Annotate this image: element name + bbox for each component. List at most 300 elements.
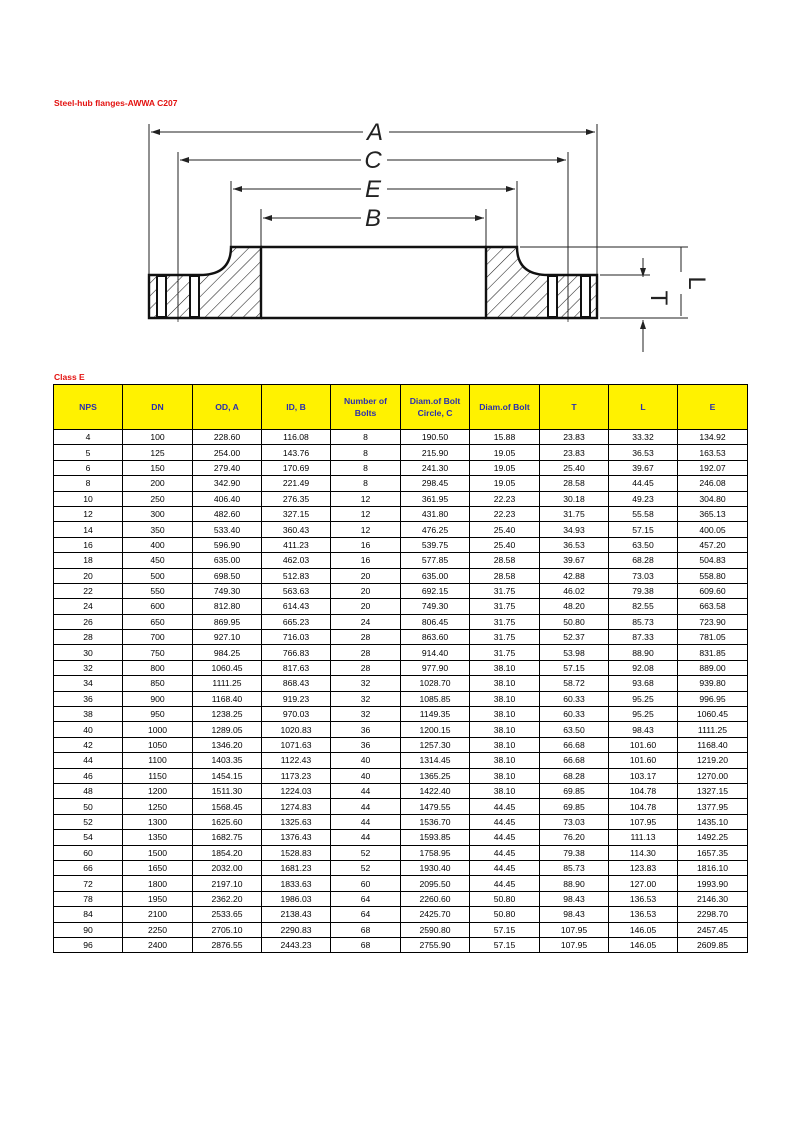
table-cell: 52 xyxy=(331,860,401,875)
table-cell: 54 xyxy=(54,830,123,845)
table-cell: 1435.10 xyxy=(678,814,748,829)
table-cell: 82.55 xyxy=(609,599,678,614)
table-cell: 22 xyxy=(54,583,123,598)
table-cell: 57.15 xyxy=(470,937,540,952)
table-cell: 365.13 xyxy=(678,506,748,521)
table-cell: 1150 xyxy=(123,768,193,783)
table-cell: 1500 xyxy=(123,845,193,860)
column-header: T xyxy=(540,385,609,430)
table-cell: 2362.20 xyxy=(193,891,262,906)
table-cell: 1100 xyxy=(123,753,193,768)
table-cell: 246.08 xyxy=(678,476,748,491)
table-cell: 57.15 xyxy=(609,522,678,537)
table-cell: 146.05 xyxy=(609,922,678,937)
column-header: ID, B xyxy=(262,385,331,430)
table-cell: 512.83 xyxy=(262,568,331,583)
table-cell: 20 xyxy=(54,568,123,583)
table-cell: 500 xyxy=(123,568,193,583)
table-cell: 939.80 xyxy=(678,676,748,691)
table-cell: 1568.45 xyxy=(193,799,262,814)
table-row xyxy=(54,614,748,629)
table-cell: 103.17 xyxy=(609,768,678,783)
table-cell: 66 xyxy=(54,860,123,875)
table-cell: 2755.90 xyxy=(401,937,470,952)
table-row xyxy=(54,445,748,460)
table-cell: 31.75 xyxy=(470,614,540,629)
table-cell: 2095.50 xyxy=(401,876,470,891)
table-cell: 50 xyxy=(54,799,123,814)
table-cell: 1050 xyxy=(123,737,193,752)
table-cell: 60 xyxy=(331,876,401,891)
table-cell: 58.72 xyxy=(540,676,609,691)
table-cell: 46 xyxy=(54,768,123,783)
page-title: Steel-hub flanges-AWWA C207 xyxy=(54,98,178,108)
table-cell: 28.58 xyxy=(470,568,540,583)
table-cell: 90 xyxy=(54,922,123,937)
table-cell: 1528.83 xyxy=(262,845,331,860)
column-header: E xyxy=(678,385,748,430)
table-cell: 361.95 xyxy=(401,491,470,506)
table-cell: 28 xyxy=(331,645,401,660)
table-cell: 50.80 xyxy=(540,614,609,629)
table-cell: 1800 xyxy=(123,876,193,891)
table-cell: 16 xyxy=(331,553,401,568)
table-cell: 36.53 xyxy=(609,445,678,460)
table-cell: 1422.40 xyxy=(401,783,470,798)
table-cell: 1376.43 xyxy=(262,830,331,845)
table-cell: 723.90 xyxy=(678,614,748,629)
table-cell: 2250 xyxy=(123,922,193,937)
table-cell: 900 xyxy=(123,691,193,706)
table-cell: 26 xyxy=(54,614,123,629)
table-cell: 44 xyxy=(54,753,123,768)
table-cell: 48 xyxy=(54,783,123,798)
table-cell: 12 xyxy=(54,506,123,521)
table-cell: 8 xyxy=(331,430,401,445)
table-row xyxy=(54,814,748,829)
label-e: E xyxy=(364,176,382,203)
table-row xyxy=(54,583,748,598)
label-t: T xyxy=(645,290,672,306)
table-cell: 93.68 xyxy=(609,676,678,691)
table-cell: 16 xyxy=(331,537,401,552)
table-cell: 482.60 xyxy=(193,506,262,521)
table-cell: 2290.83 xyxy=(262,922,331,937)
table-cell: 1346.20 xyxy=(193,737,262,752)
table-cell: 98.43 xyxy=(540,891,609,906)
table-cell: 127.00 xyxy=(609,876,678,891)
table-cell: 600 xyxy=(123,599,193,614)
table-cell: 33.32 xyxy=(609,430,678,445)
table-cell: 107.95 xyxy=(540,922,609,937)
table-cell: 663.58 xyxy=(678,599,748,614)
table-cell: 1650 xyxy=(123,860,193,875)
table-cell: 28 xyxy=(331,630,401,645)
table-cell: 327.15 xyxy=(262,506,331,521)
label-l: L xyxy=(683,276,710,290)
table-cell: 78 xyxy=(54,891,123,906)
table-row xyxy=(54,753,748,768)
table-cell: 300 xyxy=(123,506,193,521)
table-cell: 18 xyxy=(54,553,123,568)
table-cell: 63.50 xyxy=(609,537,678,552)
table-cell: 750 xyxy=(123,645,193,660)
table-row xyxy=(54,491,748,506)
table-cell: 88.90 xyxy=(540,876,609,891)
label-b: B xyxy=(364,205,382,232)
table-row xyxy=(54,722,748,737)
table-cell: 42 xyxy=(54,737,123,752)
table-cell: 95.25 xyxy=(609,691,678,706)
table-cell: 1060.45 xyxy=(193,660,262,675)
table-cell: 16 xyxy=(54,537,123,552)
table-cell: 136.53 xyxy=(609,907,678,922)
table-cell: 104.78 xyxy=(609,799,678,814)
table-cell: 69.85 xyxy=(540,783,609,798)
table-cell: 36 xyxy=(331,737,401,752)
table-cell: 1657.35 xyxy=(678,845,748,860)
table-cell: 2138.43 xyxy=(262,907,331,922)
table-cell: 111.13 xyxy=(609,830,678,845)
table-cell: 60 xyxy=(54,845,123,860)
table-cell: 163.53 xyxy=(678,445,748,460)
table-row xyxy=(54,845,748,860)
table-cell: 40 xyxy=(54,722,123,737)
table-header-row xyxy=(54,385,748,430)
table-cell: 1950 xyxy=(123,891,193,906)
table-row xyxy=(54,768,748,783)
table-cell: 88.90 xyxy=(609,645,678,660)
table-cell: 36 xyxy=(331,722,401,737)
table-cell: 25.40 xyxy=(470,537,540,552)
table-cell: 116.08 xyxy=(262,430,331,445)
table-cell: 22.23 xyxy=(470,506,540,521)
table-cell: 6 xyxy=(54,460,123,475)
table-cell: 46.02 xyxy=(540,583,609,598)
table-cell: 38.10 xyxy=(470,737,540,752)
table-cell: 68 xyxy=(331,937,401,952)
table-cell: 101.60 xyxy=(609,737,678,752)
table-cell: 107.95 xyxy=(540,937,609,952)
table-cell: 817.63 xyxy=(262,660,331,675)
table-cell: 32 xyxy=(331,691,401,706)
table-cell: 533.40 xyxy=(193,522,262,537)
table-cell: 2609.85 xyxy=(678,937,748,952)
label-c: C xyxy=(364,147,382,174)
table-cell: 400 xyxy=(123,537,193,552)
table-cell: 44.45 xyxy=(470,860,540,875)
table-cell: 98.43 xyxy=(609,722,678,737)
table-cell: 107.95 xyxy=(609,814,678,829)
table-cell: 52 xyxy=(331,845,401,860)
table-cell: 766.83 xyxy=(262,645,331,660)
table-cell: 1270.00 xyxy=(678,768,748,783)
table-cell: 100 xyxy=(123,430,193,445)
table-cell: 1377.95 xyxy=(678,799,748,814)
table-row xyxy=(54,676,748,691)
table-row xyxy=(54,430,748,445)
table-cell: 10 xyxy=(54,491,123,506)
table-cell: 20 xyxy=(331,568,401,583)
table-cell: 38.10 xyxy=(470,707,540,722)
table-cell: 1454.15 xyxy=(193,768,262,783)
table-cell: 87.33 xyxy=(609,630,678,645)
table-cell: 457.20 xyxy=(678,537,748,552)
table-cell: 2197.10 xyxy=(193,876,262,891)
table-cell: 38.10 xyxy=(470,722,540,737)
table-cell: 411.23 xyxy=(262,537,331,552)
table-cell: 831.85 xyxy=(678,645,748,660)
table-cell: 22.23 xyxy=(470,491,540,506)
table-cell: 38.10 xyxy=(470,660,540,675)
class-label: Class E xyxy=(54,372,85,382)
table-cell: 1219.20 xyxy=(678,753,748,768)
table-cell: 44 xyxy=(331,783,401,798)
table-cell: 1224.03 xyxy=(262,783,331,798)
table-cell: 8 xyxy=(54,476,123,491)
table-cell: 1479.55 xyxy=(401,799,470,814)
table-cell: 44.45 xyxy=(470,814,540,829)
table-cell: 1173.23 xyxy=(262,768,331,783)
table-cell: 558.80 xyxy=(678,568,748,583)
table-cell: 2100 xyxy=(123,907,193,922)
table-cell: 650 xyxy=(123,614,193,629)
table-cell: 95.25 xyxy=(609,707,678,722)
table-cell: 23.83 xyxy=(540,445,609,460)
table-cell: 1625.60 xyxy=(193,814,262,829)
table-cell: 1020.83 xyxy=(262,722,331,737)
table-cell: 38.10 xyxy=(470,768,540,783)
table-cell: 38.10 xyxy=(470,783,540,798)
table-cell: 1250 xyxy=(123,799,193,814)
table-cell: 596.90 xyxy=(193,537,262,552)
table-cell: 609.60 xyxy=(678,583,748,598)
table-cell: 170.69 xyxy=(262,460,331,475)
table-cell: 192.07 xyxy=(678,460,748,475)
table-cell: 614.43 xyxy=(262,599,331,614)
table-cell: 1327.15 xyxy=(678,783,748,798)
table-cell: 30.18 xyxy=(540,491,609,506)
table-cell: 24 xyxy=(54,599,123,614)
table-cell: 38.10 xyxy=(470,691,540,706)
table-cell: 32 xyxy=(54,660,123,675)
table-cell: 49.23 xyxy=(609,491,678,506)
table-cell: 64 xyxy=(331,891,401,906)
table-cell: 462.03 xyxy=(262,553,331,568)
table-cell: 996.95 xyxy=(678,691,748,706)
table-cell: 2260.60 xyxy=(401,891,470,906)
table-cell: 698.50 xyxy=(193,568,262,583)
table-cell: 1085.85 xyxy=(401,691,470,706)
table-cell: 123.83 xyxy=(609,860,678,875)
table-cell: 635.00 xyxy=(401,568,470,583)
table-cell: 55.58 xyxy=(609,506,678,521)
table-cell: 868.43 xyxy=(262,676,331,691)
table-row xyxy=(54,660,748,675)
table-cell: 66.68 xyxy=(540,753,609,768)
table-cell: 2876.55 xyxy=(193,937,262,952)
table-cell: 25.40 xyxy=(540,460,609,475)
table-cell: 38.10 xyxy=(470,753,540,768)
table-row xyxy=(54,907,748,922)
table-row xyxy=(54,922,748,937)
table-cell: 34.93 xyxy=(540,522,609,537)
table-cell: 2533.65 xyxy=(193,907,262,922)
table-cell: 977.90 xyxy=(401,660,470,675)
table-cell: 68 xyxy=(331,922,401,937)
table-cell: 2425.70 xyxy=(401,907,470,922)
table-cell: 1681.23 xyxy=(262,860,331,875)
table-cell: 1168.40 xyxy=(678,737,748,752)
table-cell: 125 xyxy=(123,445,193,460)
table-row xyxy=(54,783,748,798)
table-cell: 69.85 xyxy=(540,799,609,814)
table-cell: 28.58 xyxy=(470,553,540,568)
table-cell: 2705.10 xyxy=(193,922,262,937)
table-cell: 52.37 xyxy=(540,630,609,645)
table-cell: 228.60 xyxy=(193,430,262,445)
table-cell: 254.00 xyxy=(193,445,262,460)
column-header: OD, A xyxy=(193,385,262,430)
table-cell: 1986.03 xyxy=(262,891,331,906)
table-cell: 12 xyxy=(331,506,401,521)
table-cell: 919.23 xyxy=(262,691,331,706)
table-cell: 63.50 xyxy=(540,722,609,737)
table-cell: 504.83 xyxy=(678,553,748,568)
table-cell: 28.58 xyxy=(540,476,609,491)
table-cell: 1122.43 xyxy=(262,753,331,768)
table-cell: 1758.95 xyxy=(401,845,470,860)
table-cell: 114.30 xyxy=(609,845,678,860)
table-cell: 200 xyxy=(123,476,193,491)
table-cell: 39.67 xyxy=(540,553,609,568)
table-cell: 2443.23 xyxy=(262,937,331,952)
column-header: Diam.of Bolt xyxy=(470,385,540,430)
table-cell: 1300 xyxy=(123,814,193,829)
table-cell: 781.05 xyxy=(678,630,748,645)
table-cell: 44.45 xyxy=(470,876,540,891)
table-cell: 44.45 xyxy=(470,799,540,814)
table-cell: 400.05 xyxy=(678,522,748,537)
table-cell: 1854.20 xyxy=(193,845,262,860)
table-cell: 1993.90 xyxy=(678,876,748,891)
table-cell: 1536.70 xyxy=(401,814,470,829)
table-cell: 342.90 xyxy=(193,476,262,491)
table-cell: 2457.45 xyxy=(678,922,748,937)
table-cell: 1325.63 xyxy=(262,814,331,829)
table-cell: 800 xyxy=(123,660,193,675)
table-cell: 1816.10 xyxy=(678,860,748,875)
table-cell: 1511.30 xyxy=(193,783,262,798)
table-cell: 1833.63 xyxy=(262,876,331,891)
table-cell: 215.90 xyxy=(401,445,470,460)
table-cell: 57.15 xyxy=(540,660,609,675)
table-cell: 221.49 xyxy=(262,476,331,491)
table-cell: 79.38 xyxy=(540,845,609,860)
table-cell: 279.40 xyxy=(193,460,262,475)
table-cell: 32 xyxy=(331,707,401,722)
table-cell: 38.10 xyxy=(470,676,540,691)
table-cell: 431.80 xyxy=(401,506,470,521)
table-cell: 72 xyxy=(54,876,123,891)
table-cell: 19.05 xyxy=(470,460,540,475)
table-cell: 577.85 xyxy=(401,553,470,568)
table-cell: 692.15 xyxy=(401,583,470,598)
table-cell: 700 xyxy=(123,630,193,645)
table-cell: 4 xyxy=(54,430,123,445)
table-cell: 28 xyxy=(54,630,123,645)
table-cell: 36.53 xyxy=(540,537,609,552)
table-cell: 25.40 xyxy=(470,522,540,537)
table-cell: 44 xyxy=(331,830,401,845)
table-cell: 869.95 xyxy=(193,614,262,629)
table-cell: 85.73 xyxy=(540,860,609,875)
table-body xyxy=(54,430,748,953)
table-cell: 44.45 xyxy=(609,476,678,491)
table-row xyxy=(54,460,748,475)
table-cell: 1028.70 xyxy=(401,676,470,691)
table-cell: 40 xyxy=(331,753,401,768)
table-cell: 53.98 xyxy=(540,645,609,660)
table-cell: 1274.83 xyxy=(262,799,331,814)
table-row xyxy=(54,645,748,660)
table-cell: 68.28 xyxy=(609,553,678,568)
table-cell: 2298.70 xyxy=(678,907,748,922)
table-cell: 84 xyxy=(54,907,123,922)
table-cell: 30 xyxy=(54,645,123,660)
table-cell: 927.10 xyxy=(193,630,262,645)
table-cell: 8 xyxy=(331,476,401,491)
table-cell: 31.75 xyxy=(540,506,609,521)
table-cell: 66.68 xyxy=(540,737,609,752)
table-row xyxy=(54,506,748,521)
table-cell: 812.80 xyxy=(193,599,262,614)
table-cell: 104.78 xyxy=(609,783,678,798)
table-cell: 44.45 xyxy=(470,830,540,845)
table-cell: 550 xyxy=(123,583,193,598)
table-cell: 19.05 xyxy=(470,445,540,460)
table-cell: 48.20 xyxy=(540,599,609,614)
table-cell: 68.28 xyxy=(540,768,609,783)
table-cell: 50.80 xyxy=(470,907,540,922)
table-cell: 34 xyxy=(54,676,123,691)
table-cell: 360.43 xyxy=(262,522,331,537)
table-cell: 73.03 xyxy=(609,568,678,583)
table-cell: 635.00 xyxy=(193,553,262,568)
table-cell: 136.53 xyxy=(609,891,678,906)
table-cell: 92.08 xyxy=(609,660,678,675)
table-cell: 64 xyxy=(331,907,401,922)
table-cell: 31.75 xyxy=(470,583,540,598)
table-row xyxy=(54,707,748,722)
table-cell: 8 xyxy=(331,460,401,475)
table-cell: 190.50 xyxy=(401,430,470,445)
table-row xyxy=(54,568,748,583)
table-cell: 298.45 xyxy=(401,476,470,491)
table-cell: 914.40 xyxy=(401,645,470,660)
table-cell: 1060.45 xyxy=(678,707,748,722)
table-cell: 76.20 xyxy=(540,830,609,845)
table-cell: 28 xyxy=(331,660,401,675)
table-row xyxy=(54,630,748,645)
table-cell: 36 xyxy=(54,691,123,706)
table-cell: 44.45 xyxy=(470,845,540,860)
table-cell: 1238.25 xyxy=(193,707,262,722)
table-cell: 304.80 xyxy=(678,491,748,506)
table-cell: 350 xyxy=(123,522,193,537)
table-row xyxy=(54,522,748,537)
table-cell: 5 xyxy=(54,445,123,460)
